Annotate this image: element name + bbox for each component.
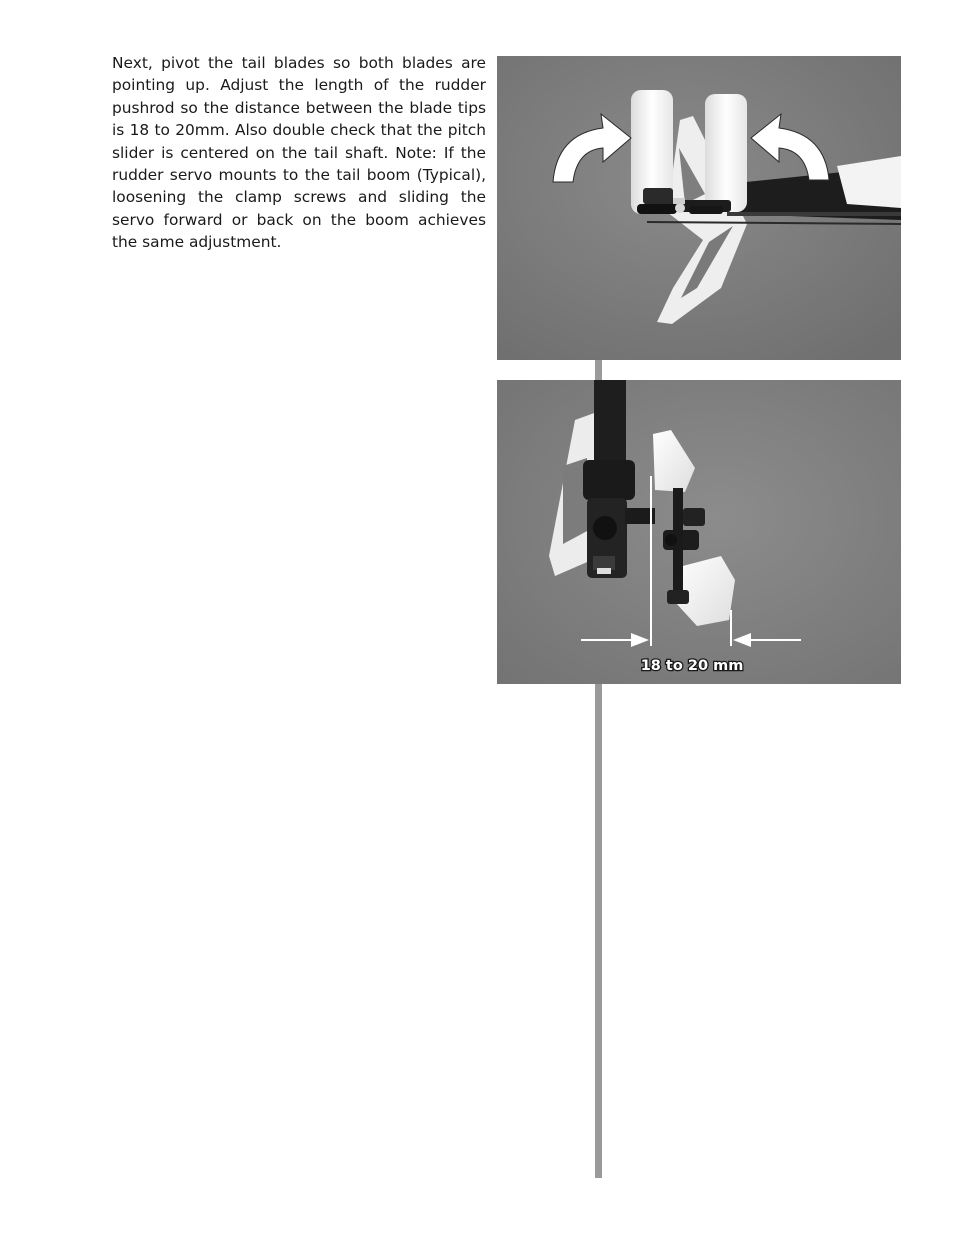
tail-blades-photo (497, 56, 901, 360)
tail-boom (594, 380, 626, 466)
tail-blade-right (705, 94, 747, 212)
blade-tip-distance-photo (497, 380, 901, 684)
measurement-label: 18 to 20 mm (640, 658, 744, 674)
instruction-paragraph: Next, pivot the tail blades so both blades are pointing up. Adjust the length of the rudder pushrod so the distance between the blade tips is 18 to 20mm. Also double check that the pitch slider is centered on the tail shaft. Note: If the rudder servo mounts to the tail boom (Typical), loosening the clamp screws and sliding the servo forward or back on the boom achieves the same adjustment. (112, 54, 486, 252)
